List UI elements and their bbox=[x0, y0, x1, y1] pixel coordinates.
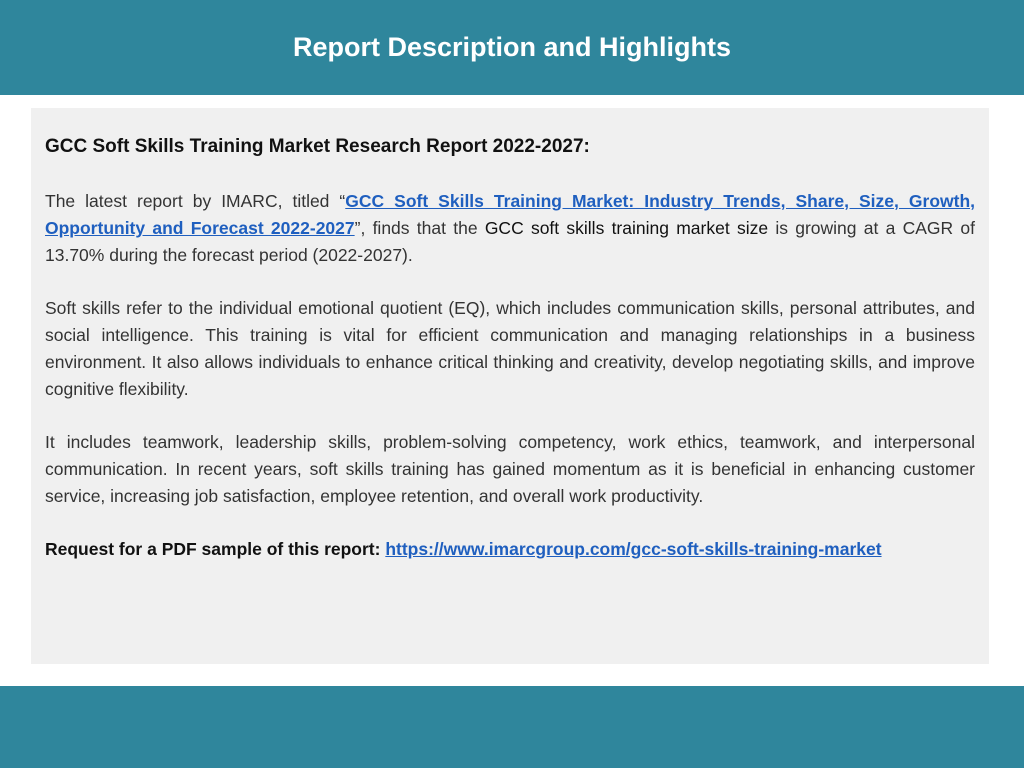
report-title: GCC Soft Skills Training Market Research Report 2022-2027: bbox=[45, 136, 590, 157]
market-size-text: GCC soft skills training market size bbox=[484, 218, 769, 238]
report-title-link[interactable]: GCC Soft Skills Training Market: Industry Trends, Share, Size, Growth, Opportunity and Forecast 2022-2027 bbox=[45, 191, 975, 238]
intro-paragraph bbox=[45, 188, 975, 269]
intro-prefix: The latest report by IMARC, titled “ bbox=[45, 191, 346, 211]
request-paragraph bbox=[45, 536, 975, 563]
sample-report-link[interactable]: https://www.imarcgroup.com/gcc-soft-skills-training-market bbox=[385, 539, 882, 559]
soft-skills-paragraph: Soft skills refer to the individual emotional quotient (EQ), which includes communication skills, personal attributes, and social intelligence. This training is vital for efficient communication and managing relationships in a business environment. It also allows individuals to enhance critical thinking and creativity, develop negotiating skills, and improve cognitive flexibility. bbox=[45, 298, 975, 399]
intro-suffix: is growing at a CAGR of 13.70% during the forecast period (2022-2027). bbox=[45, 218, 975, 265]
header-bar bbox=[0, 0, 1024, 95]
footer-bar bbox=[0, 686, 1024, 768]
report-panel bbox=[31, 108, 989, 664]
page-title: Report Description and Highlights bbox=[292, 32, 731, 62]
intro-middle: ”, finds that the bbox=[354, 218, 485, 238]
includes-paragraph: It includes teamwork, leadership skills, problem-solving competency, work ethics, teamwork, and interpersonal communication. In recent years, soft skills training has gained momentum as it is beneficial in enhancing customer service, increasing job satisfaction, employee retention, and overall work productivity. bbox=[45, 432, 975, 506]
request-label: Request for a PDF sample of this report: bbox=[45, 539, 386, 559]
